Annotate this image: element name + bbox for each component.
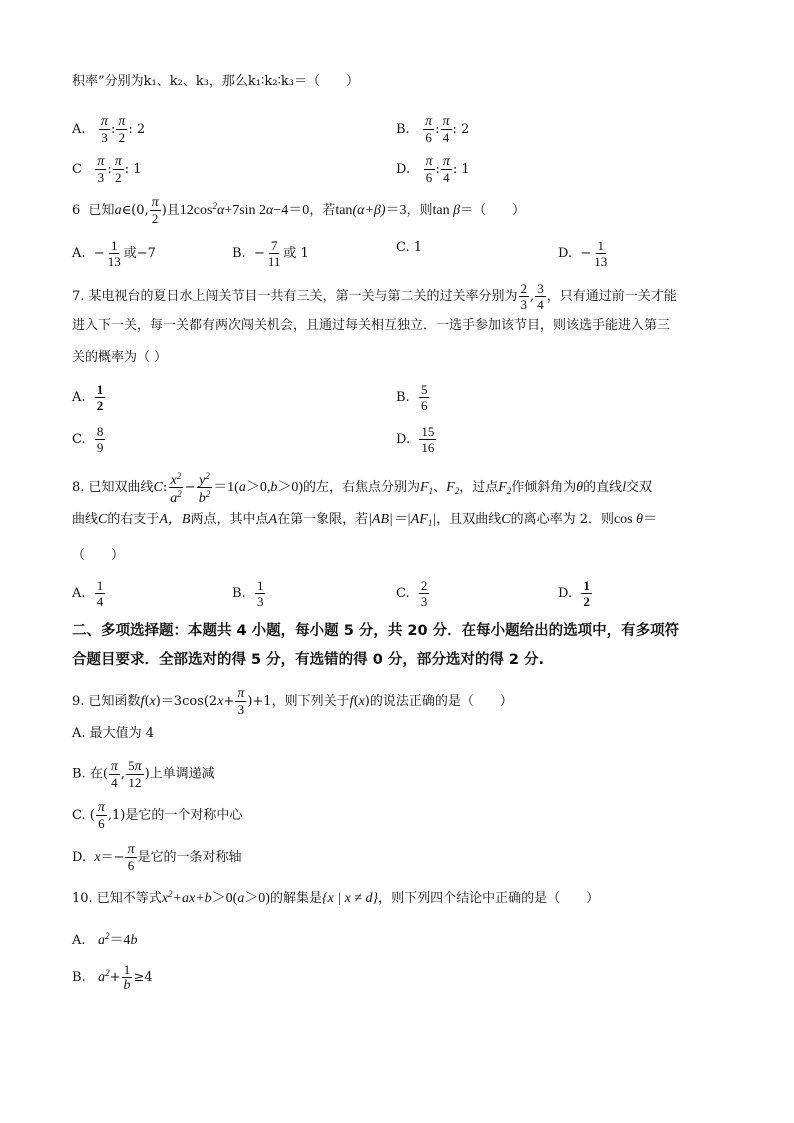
q8-stem-line2: 曲线C的右支于A，B两点，其中点A在第一象限，若$|AB|=|AF_1|$，且双曲线C的离心率为 2．则cos θ＝ (72, 512, 658, 528)
section-2-heading-line2: 合题目要求．全部选对的得 5 分，有选错的得 0 分，部分选对的得 2 分. (72, 652, 545, 668)
section-2-heading-line1: 二、多项选择题：本题共 4 小题，每小题 5 分，共 20 分．在每小题给出的选项中，有多项符 (72, 623, 680, 639)
q9-option-d: D. x＝− $\frac{\pi}{6}$ 是它的一条对称轴 (72, 842, 242, 873)
q8-stem-line1: 8. 已知双曲线C: $\frac{x^2}{a^2}$ − $\frac{y^2}{b^2}$ ＝1(a＞0,b＞0)的左，右焦点分别为$F_1$、$F_2$，过点$F_2$作倾斜角为θ的直线l交双 (72, 471, 653, 506)
q7-stem-line3: 关的概率为（ ） (72, 350, 168, 365)
q7-option-d: D. $\frac{15}{16}$ (396, 424, 435, 455)
q8-option-b: B. $\frac{1}{3}$ (232, 578, 264, 609)
q5-stem-tail: 积率”分别为k₁、k₂、k₃，那么k₁∶k₂∶k₃＝（ ） (72, 74, 359, 89)
q7-option-a: A. $\frac{1}{2}$ (72, 382, 104, 413)
q10-option-a: A. $a^2=4b$ (72, 931, 138, 948)
q5-option-c: C $\frac{\pi}{3}$ : $\frac{\pi}{2}$ : 1 (72, 154, 142, 185)
q8-option-d: D. $\frac{1}{2}$ (558, 578, 590, 609)
q6-option-d: D. − $\frac{1}{13}$ (558, 238, 608, 269)
q8-option-c: C. $\frac{2}{3}$ (396, 578, 428, 609)
q6-stem: 6 已知a∈(0, $\frac{\pi}{2}$ )且$12\cos^2\alpha+7\sin$ 2α−4＝0，若tan(α+β)＝3，则tan β＝（ ） (72, 195, 526, 226)
q9-option-c: C. ( $\frac{\pi}{6}$ ,1)是它的一个对称中心 (72, 800, 243, 831)
q9-stem: 9. 已知函数f(x)＝3cos(2x+ $\frac{\pi}{3}$ )+1，则下列关于f(x)的说法正确的是（ ） (72, 686, 513, 717)
q7-option-b: B. $\frac{5}{6}$ (396, 382, 428, 413)
q10-option-b: B. $a^2+$ $\frac{1}{b}$ ≥4 (72, 962, 153, 993)
q8-stem-line3: （ ） (72, 548, 125, 563)
q6-option-b: B. − $\frac{7}{11}$ 或 1 (232, 238, 309, 269)
q9-option-b: B. 在( $\frac{\pi}{4}$ , $\frac{5\pi}{12}$ )上单调递减 (72, 758, 215, 790)
q7-stem-line1: 7. 某电视台的夏日水上闯关节目一共有三关，第一关与第二关的过关率分别为 $\frac{2}{3}$ , $\frac{3}{4}$ ，只有通过前一关才能 (72, 281, 677, 312)
q5-option-a: A. $\frac{\pi}{3}$ : $\frac{\pi}{2}$ : 2 (72, 114, 146, 145)
q6-option-a: A. − $\frac{1}{13}$ 或−7 (72, 238, 156, 269)
q8-option-a: A. $\frac{1}{4}$ (72, 578, 104, 609)
q6-option-c: C. 1 (396, 240, 423, 255)
q7-stem-line2: 进入下一关，每一关都有两次闯关机会，且通过每关相互独立．一选手参加该节目，则该选手能进入第三 (72, 318, 671, 333)
q10-stem: 10. 已知不等式$x^2+ax+b>0(a>0)$的解集是{x | x ≠ d}，则下列四个结论中正确的是（ ） (72, 889, 600, 906)
q9-option-a: A. 最大值为 4 (72, 726, 155, 741)
q5-option-d: D. $\frac{\pi}{6}$ : $\frac{\pi}{4}$ : 1 (396, 154, 470, 185)
q5-option-b: B. $\frac{\pi}{6}$ : $\frac{\pi}{4}$ : 2 (396, 114, 470, 145)
q7-option-c: C. $\frac{8}{9}$ (72, 424, 104, 455)
